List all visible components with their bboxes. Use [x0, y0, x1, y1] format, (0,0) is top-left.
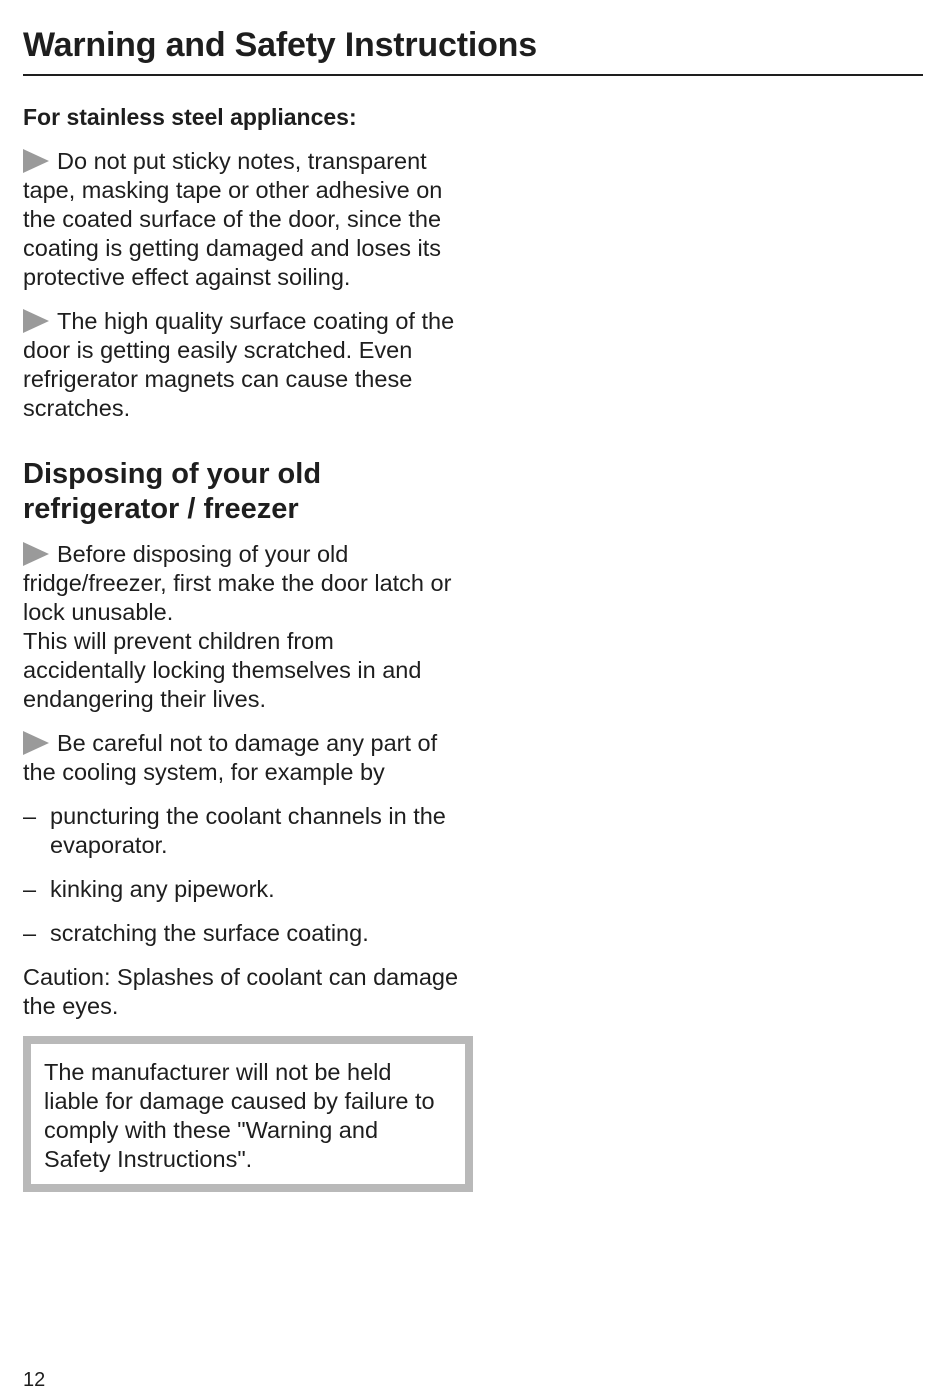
- stainless-instruction-2: [23, 307, 463, 423]
- instruction-text: Before disposing of your old fridge/freezer, first make the door latch or lock unusable.: [23, 541, 452, 625]
- dash-list-item: [23, 875, 463, 904]
- instruction-text-continued: This will prevent children from accidentally locking themselves in and endangering their lives.: [23, 628, 422, 712]
- liability-note-box: [23, 1036, 473, 1192]
- dash-bullet: –: [23, 803, 37, 829]
- instruction-text: The high quality surface coating of the door is getting easily scratched. Even refrigerator magnets can cause these scratches.: [23, 308, 455, 421]
- content-column: [23, 100, 463, 1192]
- disposal-title: Disposing of your old refrigerator / freezer: [23, 458, 322, 525]
- liability-note-text: The manufacturer will not be held liable for damage caused by failure to comply with these "Warning and Safety Instructions".: [44, 1059, 435, 1172]
- page-header: [23, 24, 923, 76]
- page-title: Warning and Safety Instructions: [23, 26, 537, 64]
- instruction-text: Be careful not to damage any part of the cooling system, for example by: [23, 730, 438, 785]
- dash-item-text: scratching the surface coating.: [50, 920, 369, 946]
- dash-list-item: [23, 802, 463, 860]
- stainless-instruction-1: [23, 147, 463, 292]
- instruction-text: Do not put sticky notes, transparent tape, masking tape or other adhesive on the coated surface of the door, since the coating is getting damaged and loses its protective effect against soiling.: [23, 148, 443, 290]
- dash-list-item: [23, 919, 463, 948]
- dash-bullet: –: [23, 920, 37, 946]
- page-number: 12: [23, 1369, 46, 1391]
- disposal-instruction-2: [23, 729, 463, 787]
- disposal-instruction-1: [23, 540, 463, 714]
- caution-text: Caution: Splashes of coolant can damage the eyes.: [23, 964, 459, 1019]
- dash-bullet: –: [23, 876, 37, 902]
- dash-item-text: kinking any pipework.: [50, 876, 275, 902]
- dash-item-text: puncturing the coolant channels in the evaporator.: [50, 803, 446, 858]
- bullet-arrow-icon: [23, 309, 49, 333]
- bullet-arrow-icon: [23, 731, 49, 755]
- bullet-arrow-icon: [23, 542, 49, 566]
- stainless-heading: For stainless steel appliances:: [23, 104, 357, 130]
- bullet-arrow-icon: [23, 149, 49, 173]
